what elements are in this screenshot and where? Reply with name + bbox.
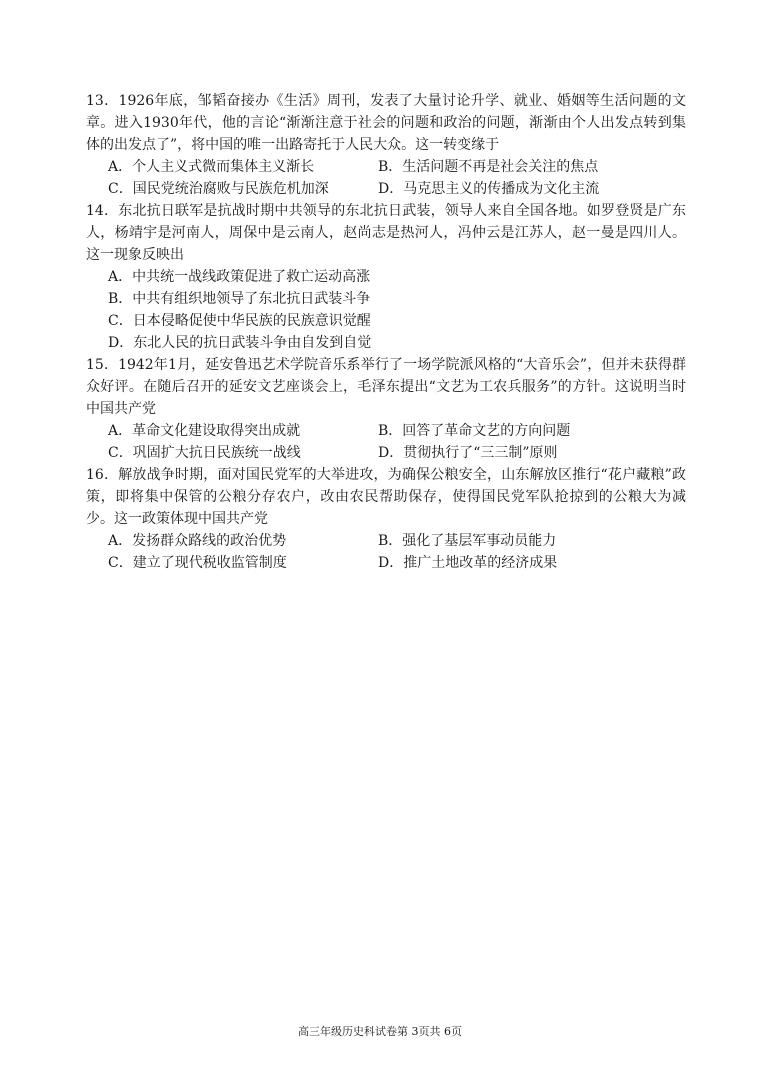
option-b: B．强化了基层军事动员能力 [378, 533, 557, 549]
option-a: A．革命文化建设取得突出成就 [108, 423, 301, 439]
question-stem: 16．解放战争时期，面对国民党军的大举进攻，为确保公粮安全，山东解放区推行“花户藏粮”政策，即将集中保管的公粮分存农户，改由农民帮助保存，使得国民党军队抢掠到的公粮大为减少。这一政策体现中国共产党 [86, 467, 686, 527]
page-footer: 高三年级历史科试卷第 3页共 6页 [298, 1025, 462, 1038]
option-row [86, 530, 686, 552]
option-a: A．个人主义式微而集体主义渐长 [108, 159, 315, 175]
option-d: D．贯彻执行了“三三制”原则 [378, 445, 558, 461]
option-row [86, 552, 686, 574]
option-b: B．生活问题不再是社会关注的焦点 [378, 159, 599, 175]
question-13 [86, 90, 686, 200]
option-b: B．回答了革命文艺的方向问题 [378, 423, 571, 439]
option-c: C．巩固扩大抗日民族统一战线 [108, 445, 301, 461]
option-c: C．建立了现代税收监管制度 [108, 555, 287, 571]
option-a: A．发扬群众路线的政治优势 [108, 533, 287, 549]
option-row [86, 178, 686, 200]
option-d: D．马克思主义的传播成为文化主流 [378, 181, 600, 197]
question-14 [86, 200, 686, 354]
option-row [86, 266, 686, 288]
question-stem: 15．1942年1月，延安鲁迅艺术学院音乐系举行了一场学院派风格的“大音乐会”，但并未获得群众好评。在随后召开的延安文艺座谈会上，毛泽东提出“文艺为工农兵服务”的方针。这说明当时中国共产党 [86, 357, 686, 417]
question-15 [86, 354, 686, 464]
option-row [86, 156, 686, 178]
option-c: C．日本侵略促使中华民族的民族意识觉醒 [108, 313, 371, 329]
option-row [86, 420, 686, 442]
option-a: A．中共统一战线政策促进了救亡运动高涨 [108, 269, 371, 285]
option-d: D．东北人民的抗日武装斗争由自发到自觉 [108, 335, 372, 351]
option-row [86, 310, 686, 332]
question-16 [86, 464, 686, 574]
question-stem: 14．东北抗日联军是抗战时期中共领导的东北抗日武装，领导人来自全国各地。如罗登贤是广东人，杨靖宇是河南人，周保中是云南人，赵尚志是热河人，冯仲云是江苏人，赵一曼是四川人。这一现象反映出 [86, 203, 686, 263]
option-d: D．推广土地改革的经济成果 [378, 555, 558, 571]
question-list [86, 90, 686, 574]
option-row [86, 332, 686, 354]
option-row [86, 442, 686, 464]
option-row [86, 288, 686, 310]
option-c: C．国民党统治腐败与民族危机加深 [108, 181, 329, 197]
question-stem: 13．1926年底，邹韬奋接办《生活》周刊，发表了大量讨论升学、就业、婚姻等生活问题的文章。进入1930年代，他的言论“渐渐注意于社会的问题和政治的问题，渐渐由个人出发点转到集体的出发点了”，将中国的唯一出路寄托于人民大众。这一转变缘于 [86, 93, 686, 153]
option-b: B．中共有组织地领导了东北抗日武装斗争 [108, 291, 371, 307]
